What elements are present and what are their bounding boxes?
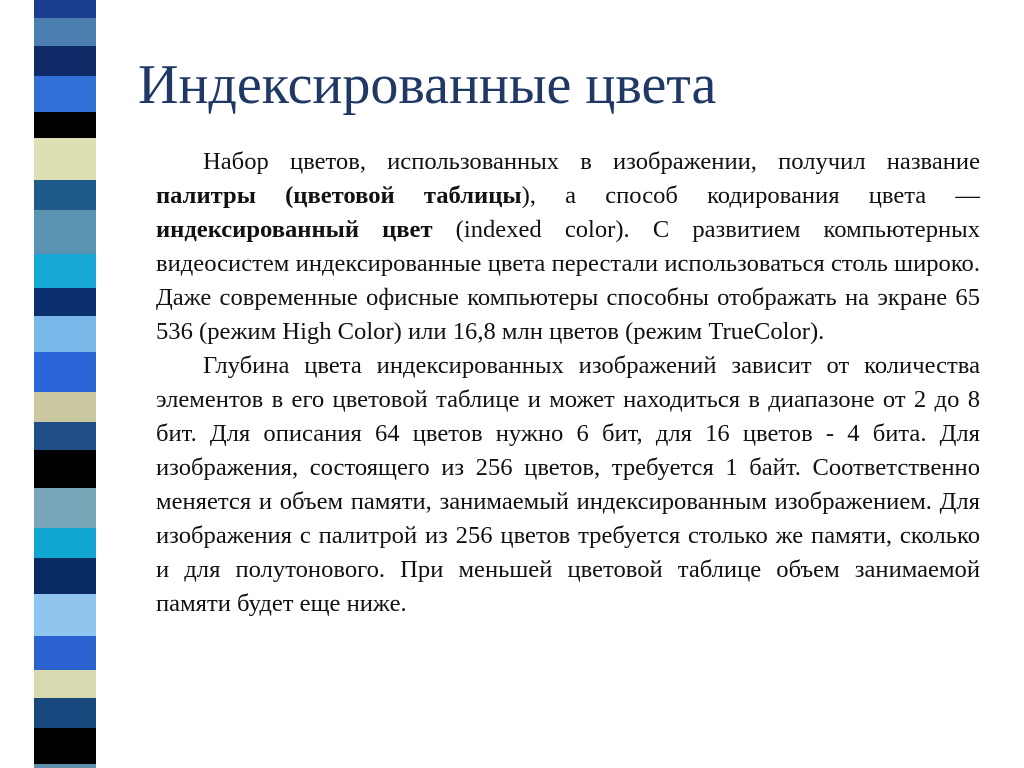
- slide-title: Индексированные цвета: [138, 54, 717, 116]
- stripe-segment: [34, 76, 96, 112]
- decorative-stripe-bar: [34, 0, 96, 768]
- stripe-segment: [34, 0, 96, 18]
- stripe-segment: [34, 728, 96, 764]
- stripe-segment: [34, 594, 96, 636]
- stripe-segment: [34, 18, 96, 46]
- stripe-segment: [34, 112, 96, 138]
- slide-body: [156, 145, 980, 621]
- stripe-segment: [34, 450, 96, 488]
- term-palette: палитры (цветовой таблицы: [156, 182, 522, 209]
- text-run: (indexed color). С развитием компьютерных видеосистем индексированные цвета перестали использоваться столь широко. Даже современные офисные компьютеры способны отображать на экране 65 536 (режим High Color) или 16,8 млн цветов (режим TrueColor).: [156, 216, 981, 345]
- stripe-segment: [34, 422, 96, 450]
- text-run: ), а способ кодирования цвета —: [521, 182, 980, 209]
- stripe-segment: [34, 670, 96, 698]
- text-run: Глубина цвета индексированных изображений зависит от количества элементов в его цветовой таблице и может находиться в диапазоне от 2 до 8 бит. Для описания 64 цветов нужно 6 бит, для 16 цветов - 4 бита. Для изображения, состоящего из 256 цветов, требуется 1 байт. Соответственно меняется и объем памяти, занимаемый индексированным изображением. Для изображения с палитрой из 256 цветов требуется столько же памяти, сколько и для полутонового. При меньшей цветовой таблице объем занимаемой памяти будет еще ниже.: [156, 352, 980, 617]
- stripe-segment: [34, 558, 96, 594]
- stripe-segment: [34, 138, 96, 180]
- stripe-segment: [34, 636, 96, 670]
- stripe-segment: [34, 46, 96, 76]
- stripe-segment: [34, 352, 96, 392]
- stripe-segment: [34, 288, 96, 316]
- paragraph-color-depth: [156, 349, 980, 621]
- stripe-segment: [34, 316, 96, 352]
- stripe-segment: [34, 210, 96, 254]
- stripe-segment: [34, 764, 96, 768]
- text-run: Набор цветов, использованных в изображении, получил название: [203, 148, 980, 175]
- stripe-segment: [34, 180, 96, 210]
- stripe-segment: [34, 254, 96, 288]
- stripe-segment: [34, 528, 96, 558]
- stripe-segment: [34, 392, 96, 422]
- stripe-segment: [34, 698, 96, 728]
- paragraph-palette: [156, 145, 980, 349]
- term-indexed-color: индексированный цвет: [156, 216, 433, 243]
- stripe-segment: [34, 488, 96, 528]
